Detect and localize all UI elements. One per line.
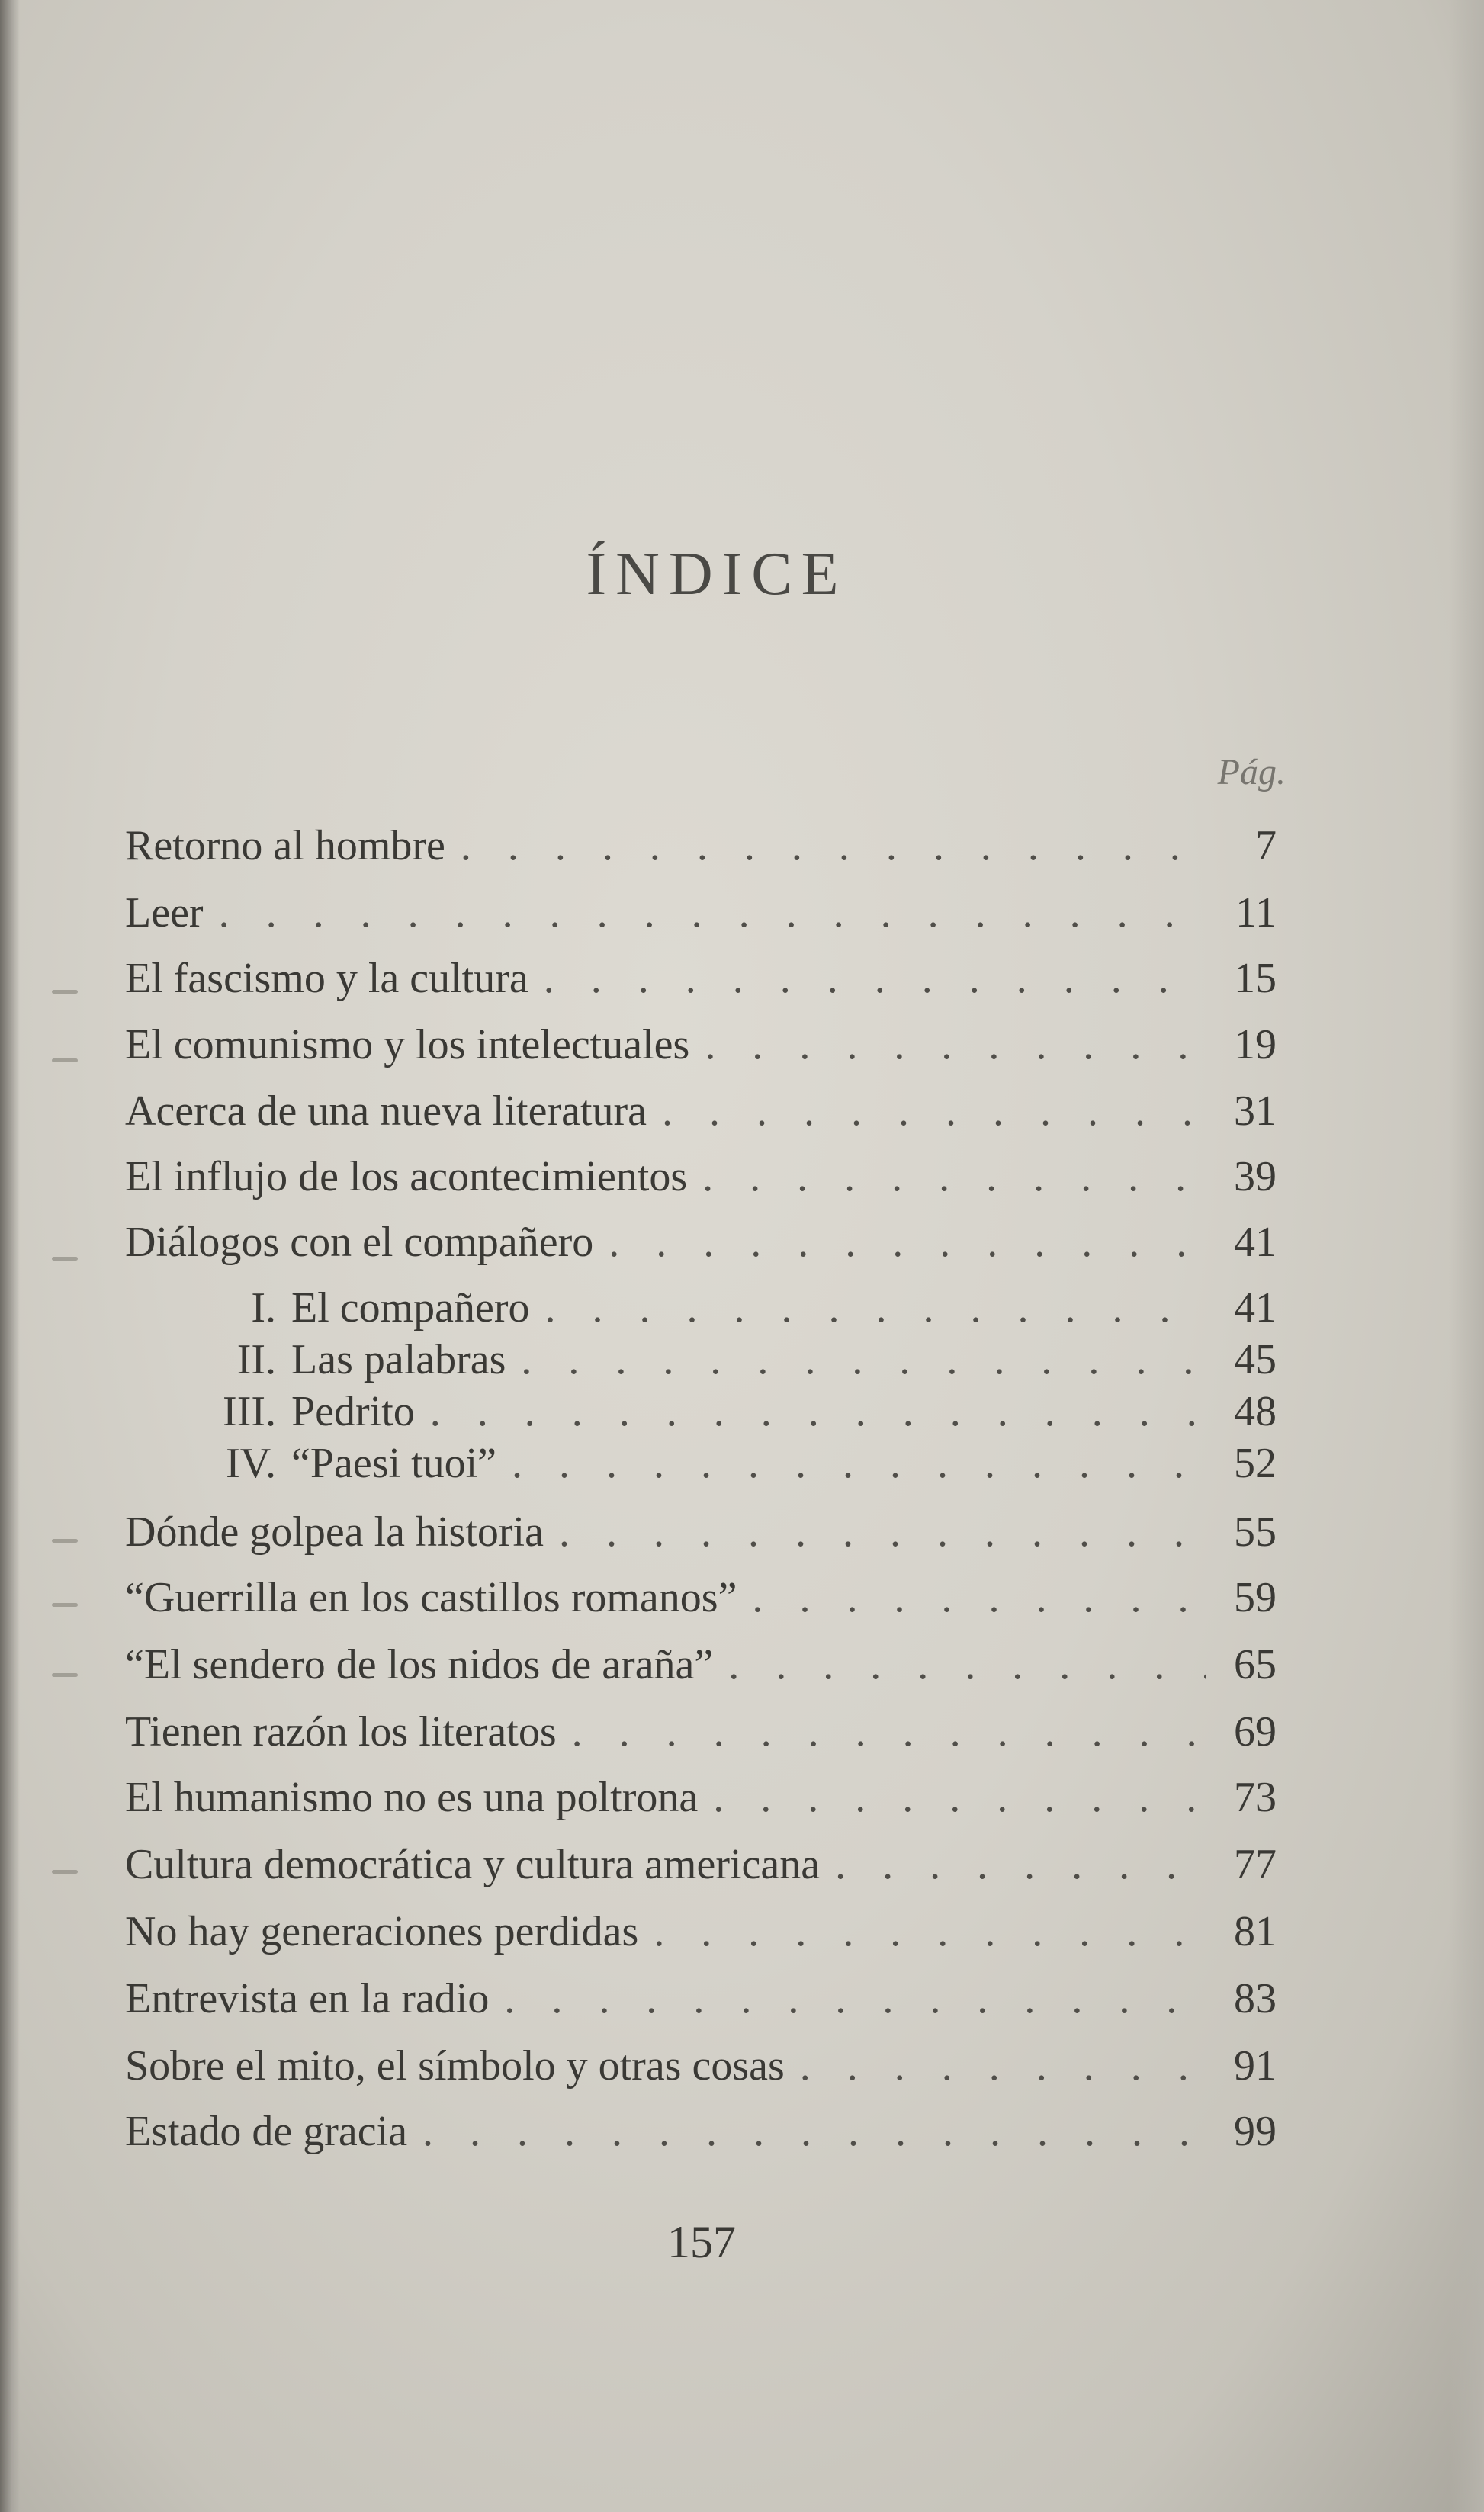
toc-entry-page: 7 xyxy=(1255,822,1277,869)
dot-leader xyxy=(835,1836,1206,1893)
dot-leader xyxy=(728,1637,1206,1693)
toc-entry-page: 65 xyxy=(1234,1641,1277,1688)
toc-entry-page: 41 xyxy=(1234,1284,1277,1331)
dot-leader xyxy=(654,1903,1206,1960)
page-title: ÍNDICE xyxy=(586,541,848,608)
toc-subentry-title xyxy=(200,1435,496,1492)
toc-entry-page: 31 xyxy=(1234,1087,1277,1135)
toc-entry-title: El humanismo no es una poltrona xyxy=(125,1774,699,1821)
toc-entry-page: 52 xyxy=(1234,1440,1277,1487)
toc-entry xyxy=(125,1569,1277,1626)
pencil-mark xyxy=(52,990,78,994)
roman-numeral: III. xyxy=(223,1388,276,1435)
toc-entry xyxy=(125,2038,1277,2094)
pencil-mark xyxy=(52,1673,78,1677)
pencil-mark xyxy=(52,1539,78,1543)
dot-leader xyxy=(461,818,1206,874)
toc-entry-page: 99 xyxy=(1234,2108,1277,2155)
dot-leader xyxy=(504,1971,1206,2027)
dot-leader xyxy=(662,1083,1206,1139)
dot-leader xyxy=(713,1769,1206,1826)
toc-entry xyxy=(125,818,1277,874)
toc-entry xyxy=(125,885,1277,941)
dot-leader xyxy=(422,2103,1206,2160)
toc-subentry-text: Pedrito xyxy=(291,1388,415,1435)
toc-subentry xyxy=(200,1280,1277,1336)
toc-entry-title: “Guerrilla en los castillos romanos” xyxy=(125,1574,737,1621)
dot-leader xyxy=(572,1704,1206,1760)
toc-subentry xyxy=(200,1383,1277,1440)
toc-entry-title: Estado de gracia xyxy=(125,2108,408,2155)
roman-numeral: II. xyxy=(236,1336,276,1383)
pencil-mark xyxy=(52,1603,78,1607)
dot-leader xyxy=(544,950,1206,1007)
toc-subentry xyxy=(200,1331,1277,1388)
toc-entry-title: Acerca de una nueva literatura xyxy=(125,1087,647,1135)
toc-subentry-title xyxy=(200,1383,415,1440)
dot-leader xyxy=(609,1214,1206,1270)
toc-entry-title: El comunismo y los intelectuales xyxy=(125,1021,690,1068)
toc-entry xyxy=(125,1704,1277,1760)
dot-leader xyxy=(800,2038,1206,2094)
toc-entry-page: 59 xyxy=(1234,1574,1277,1621)
toc-entry-page: 73 xyxy=(1234,1774,1277,1821)
toc-entry-title: Entrevista en la radio xyxy=(125,1975,490,2022)
toc-entry-page: 77 xyxy=(1234,1841,1277,1888)
dot-leader xyxy=(702,1148,1206,1205)
dot-leader xyxy=(752,1569,1206,1626)
toc-entry xyxy=(125,1903,1277,1960)
toc-entry-page: 83 xyxy=(1234,1975,1277,2022)
toc-entry-page: 55 xyxy=(1234,1508,1277,1556)
toc-entry-title: Sobre el mito, el símbolo y otras cosas xyxy=(125,2042,785,2090)
page-left-edge-shadow xyxy=(0,0,20,2512)
pencil-mark xyxy=(52,1257,78,1261)
toc-entry-title: Cultura democrática y cultura americana xyxy=(125,1841,821,1888)
toc-entry-title: Retorno al hombre xyxy=(125,822,445,869)
toc-entry xyxy=(125,1971,1277,2027)
toc-entry-page: 69 xyxy=(1234,1708,1277,1756)
toc-subentry-text: El compañero xyxy=(291,1284,530,1331)
dot-leader xyxy=(521,1331,1206,1388)
toc-entry xyxy=(125,1083,1277,1139)
toc-entry xyxy=(125,1214,1277,1270)
toc-entry-page: 39 xyxy=(1234,1153,1277,1200)
toc-entry-title: No hay generaciones perdidas xyxy=(125,1908,639,1955)
toc-entry-page: 19 xyxy=(1234,1021,1277,1068)
toc-subentry-title xyxy=(200,1331,506,1388)
toc-entry xyxy=(125,1017,1277,1073)
roman-numeral: IV. xyxy=(226,1440,276,1487)
toc-entry-title: Tienen razón los literatos xyxy=(125,1708,557,1756)
toc-entry xyxy=(125,1836,1277,1893)
toc-subentry-text: Las palabras xyxy=(291,1336,506,1383)
toc-subentry-title xyxy=(200,1280,530,1336)
toc-entry-page: 41 xyxy=(1234,1219,1277,1266)
toc-entry xyxy=(125,1769,1277,1826)
toc-entry-page: 11 xyxy=(1235,889,1277,936)
toc-entry-title: Dónde golpea la historia xyxy=(125,1508,544,1556)
dot-leader xyxy=(430,1383,1206,1440)
pencil-mark xyxy=(52,1870,78,1874)
pencil-mark xyxy=(52,1058,78,1062)
roman-numeral: I. xyxy=(251,1284,276,1331)
toc-entry-title: Diálogos con el compañero xyxy=(125,1219,594,1266)
dot-leader xyxy=(219,885,1206,941)
toc-entry-title: El fascismo y la cultura xyxy=(125,955,528,1002)
toc-entry xyxy=(125,2103,1277,2160)
toc-entry xyxy=(125,1637,1277,1693)
page-right-edge-shadow xyxy=(1449,0,1484,2512)
dot-leader xyxy=(559,1504,1206,1560)
toc-subentry xyxy=(200,1435,1277,1492)
toc-entry xyxy=(125,950,1277,1007)
toc-entry-page: 48 xyxy=(1234,1388,1277,1435)
toc-entry xyxy=(125,1148,1277,1205)
toc-entry xyxy=(125,1504,1277,1560)
dot-leader xyxy=(705,1017,1206,1073)
dot-leader xyxy=(512,1435,1206,1492)
toc-subentry-text: “Paesi tuoi” xyxy=(291,1440,497,1487)
page-number: 157 xyxy=(667,2217,736,2267)
toc-entry-page: 81 xyxy=(1234,1908,1277,1955)
dot-leader xyxy=(545,1280,1206,1336)
toc-entry-title: El influjo de los acontecimientos xyxy=(125,1153,688,1200)
toc-entry-page: 91 xyxy=(1234,2042,1277,2090)
toc-entry-title: Leer xyxy=(125,889,204,936)
toc-entry-page: 45 xyxy=(1234,1336,1277,1383)
page-column-header: Pág. xyxy=(1217,752,1286,792)
toc-entry-title: “El sendero de los nidos de araña” xyxy=(125,1641,714,1688)
toc-entry-page: 15 xyxy=(1234,955,1277,1002)
